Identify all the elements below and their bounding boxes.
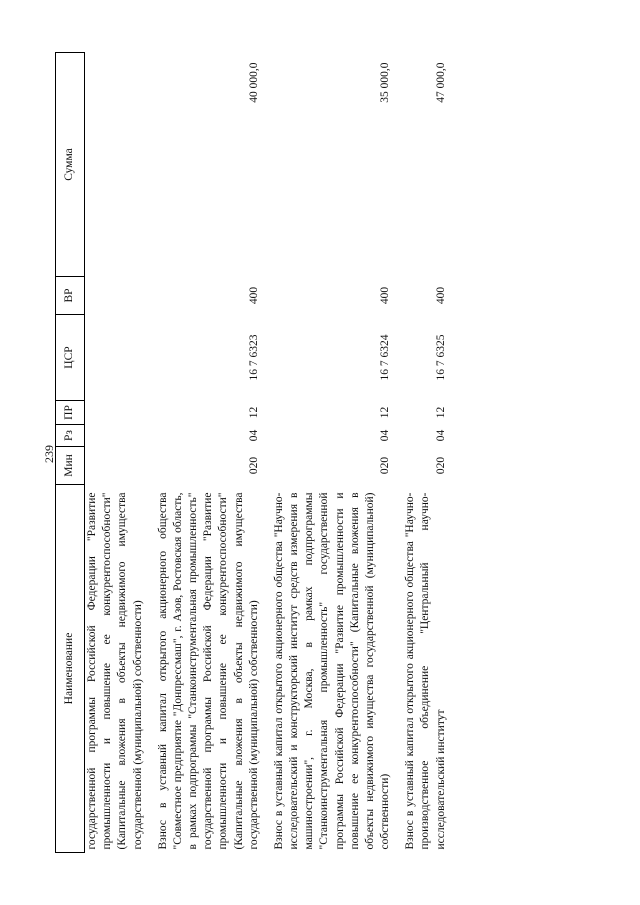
row-rz: 04: [379, 429, 392, 442]
row-csr: 16 7 6325: [434, 334, 447, 381]
row-name: государственной программы Российской Федерации "Развитие промышленности и повышение ее конкурентоспособности" (Капитальные вложения в объекты недвижимого имущества государственной (муниципальной) собственности): [86, 492, 144, 850]
row-vr: 400: [379, 286, 392, 305]
header-min: Мин: [56, 447, 85, 485]
row-sum: 47 000,0: [434, 62, 447, 103]
header-rz: Рз: [56, 425, 85, 447]
row-name: Взнос в уставный капитал открытого акционерного общества "Совместное предприятие "Донпрессмаш", г. Азов, Ростовская область, в рамках подпрограммы "Станкоинструментальная промышленность" государственной программы Российской Федерации "Развитие промышленности и повышение ее конкурентоспособности" (Капитальные вложения в объекты недвижимого имущества государственной (муниципальной) собственности): [156, 492, 260, 850]
row-min: 020: [379, 456, 392, 475]
rotated-page: [55, 53, 585, 853]
table-row: [268, 53, 399, 853]
header-csr: ЦСР: [56, 315, 85, 401]
row-pr: [85, 401, 152, 425]
row-pr: 12: [379, 406, 392, 419]
header-pr: ПР: [56, 401, 85, 425]
table-row: [152, 53, 268, 853]
row-sum: [85, 53, 152, 277]
row-rz: 04: [247, 429, 260, 442]
page-number: 239: [42, 445, 56, 463]
header-sum: Сумма: [56, 53, 85, 277]
row-min: [85, 447, 152, 485]
table-row: [399, 53, 455, 853]
row-min: 020: [247, 456, 260, 475]
row-pr: 12: [247, 406, 260, 419]
table-row: [85, 53, 152, 853]
row-name: Взнос в уставный капитал открытого акционерного общества "Научно-исследовательский и конструкторский институт средств измерения в машиностроении", г. Москва, в рамках подпрограммы "Станкоинструментальная промышленность" государственной программы Российской Федерации "Развитие промышленности и повышение ее конкурентоспособности" (Капитальные вложения в объекты недвижимого имущества государственной (муниципальной) собственности): [272, 492, 392, 850]
header-vr: ВР: [56, 277, 85, 315]
row-rz: [85, 425, 152, 447]
row-csr: [85, 315, 152, 401]
row-csr: 16 7 6324: [379, 334, 392, 381]
row-rz: 04: [434, 429, 447, 442]
row-pr: 12: [434, 406, 447, 419]
row-vr: 400: [247, 286, 260, 305]
row-vr: 400: [434, 286, 447, 305]
row-sum: 35 000,0: [379, 62, 392, 103]
row-min: 020: [434, 456, 447, 475]
budget-table: [55, 52, 455, 853]
row-sum: 40 000,0: [247, 62, 260, 103]
row-name: Взнос в уставный капитал открытого акционерного общества "Научно-производственное объединение "Центральный научно-исследовательский институт: [404, 492, 447, 850]
row-csr: 16 7 6323: [247, 334, 260, 381]
row-vr: [85, 277, 152, 315]
table-header: [56, 53, 85, 853]
header-name: Наименование: [56, 485, 85, 853]
